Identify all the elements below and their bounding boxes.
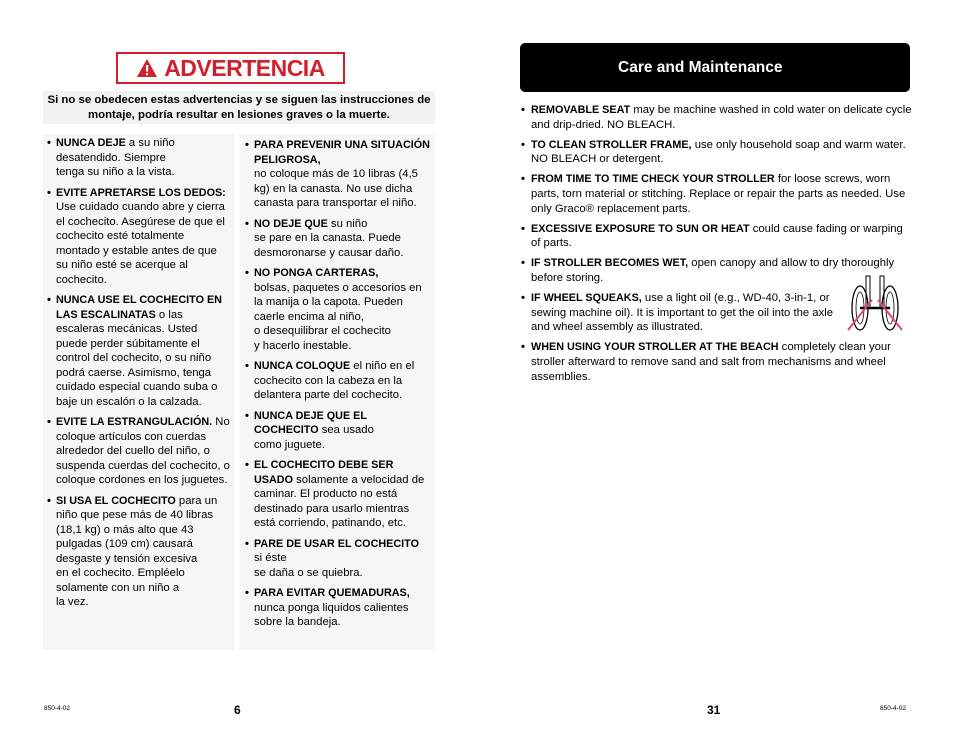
item-heading: EVITE APRETARSE LOS DEDOS: xyxy=(56,186,226,199)
bullet: • xyxy=(245,409,249,422)
list-item xyxy=(521,222,913,251)
warning-banner xyxy=(116,52,345,84)
bullet: • xyxy=(245,537,249,550)
bullet: • xyxy=(521,222,525,235)
care-list xyxy=(521,103,913,390)
list-item xyxy=(521,103,913,132)
care-title: Care and Maintenance xyxy=(618,58,783,76)
item-text: si éste se daña o se quiebra. xyxy=(254,552,363,579)
list-item xyxy=(47,494,230,610)
item-heading: NUNCA DEJE xyxy=(56,137,126,149)
bullet: • xyxy=(47,494,51,507)
list-item xyxy=(245,266,430,353)
item-text: el niño en el cochecito con la cabeza en la delantera parte del cochecito. xyxy=(254,360,415,401)
item-text: o las escaleras mecánicas. Usted puede perder súbitamente el control del cochecito, o su niño podrá caerse. Asimismo, tenga cuidado especial cuando suba o baje un escalón o la calzada. xyxy=(56,308,218,408)
item-text: no coloque más de 10 libras (4,5 kg) en la canasta. No use dicha canasta para transportar el niño. xyxy=(254,168,418,209)
warning-list-left xyxy=(43,134,235,650)
item-text: may be machine washed in cold water on delicate cycle and drip-dried. NO BLEACH. xyxy=(531,104,912,131)
bullet: • xyxy=(245,217,249,230)
footer-code-left: 850-4-02 xyxy=(44,705,71,712)
item-heading: REMOVABLE SEAT xyxy=(531,104,631,116)
list-item xyxy=(245,409,430,453)
item-text: open canopy and allow to dry thoroughly before storing. xyxy=(531,257,895,284)
list-item xyxy=(245,458,430,531)
list-item xyxy=(47,186,230,288)
bullet: • xyxy=(47,416,51,428)
warning-list-right xyxy=(239,134,435,650)
warning-triangle-icon xyxy=(136,58,158,78)
item-heading: FROM TIME TO TIME CHECK YOUR STROLLER xyxy=(531,173,775,186)
item-heading: NUNCA USE EL COCHECITO EN LAS ESCALINATAS xyxy=(56,294,222,321)
bullet: • xyxy=(521,257,525,270)
item-text: Use cuidado cuando abre y cierra el cochecito. Asegúrese de que el cochecito esté totalmente montado y estable antes de que su niño esté se acerque al cochecito. xyxy=(56,201,225,286)
item-text: use a light oil (e.g., WD-40, 3-in-1, or sewing machine oil). It is important to get the oil into the axle and wheel assembly as illustrated. xyxy=(531,292,834,334)
list-item xyxy=(245,138,430,211)
list-item xyxy=(245,217,430,261)
item-text: bolsas, paquetes o accesorios en la manija o la capota. Pueden caerle encima al niño, o desequilibrar el cochecito y hacerlo inestable. xyxy=(254,281,422,352)
bullet: • xyxy=(521,173,525,186)
bullet: • xyxy=(245,139,249,151)
page-number-right: 31 xyxy=(707,703,721,717)
page-number-left: 6 xyxy=(234,703,241,717)
list-item xyxy=(47,293,230,409)
item-text: para un niño que pese más de 40 libras (18,1 kg) o más alto que 43 pulgadas (109 cm) causará desgaste y tensión excesiva en el cochecito. Empléelo solamente con un niño a la vez. xyxy=(56,494,218,608)
item-text: a su niño desatendido. Siempre tenga su niño a la vista. xyxy=(56,137,175,178)
item-heading: EXCESSIVE EXPOSURE TO SUN OR HEAT xyxy=(531,222,750,235)
bullet: • xyxy=(521,104,525,116)
item-heading: TO CLEAN STROLLER FRAME, xyxy=(531,138,692,151)
item-heading: IF STROLLER BECOMES WET, xyxy=(531,257,689,270)
list-item xyxy=(521,340,913,384)
warning-title: ADVERTENCIA xyxy=(164,54,325,81)
item-heading: NO DEJE QUE xyxy=(254,217,328,230)
item-text: su niño se pare en la canasta. Puede desmoronarse y causar daño. xyxy=(254,217,404,259)
bullet: • xyxy=(521,138,525,151)
item-heading: NUNCA DEJE QUE EL COCHECITO xyxy=(254,409,367,436)
item-heading: PARA EVITAR QUEMADURAS, xyxy=(254,587,410,599)
list-item xyxy=(47,136,230,180)
wheel-oil-illustration xyxy=(846,274,904,334)
item-heading: IF WHEEL SQUEAKS, xyxy=(531,292,642,305)
list-item xyxy=(521,138,913,167)
item-heading: NO PONGA CARTERAS, xyxy=(254,267,379,279)
item-heading: NUNCA COLOQUE xyxy=(254,360,351,372)
bullet: • xyxy=(47,294,51,306)
bullet: • xyxy=(245,360,249,372)
item-heading: WHEN USING YOUR STROLLER AT THE BEACH xyxy=(531,341,779,354)
list-item xyxy=(521,172,913,216)
footer-code-right: 850-4-02 xyxy=(880,705,907,712)
item-heading: EVITE LA ESTRANGULACIÓN. xyxy=(56,416,213,428)
item-heading: SI USA EL COCHECITO xyxy=(56,494,176,507)
list-item xyxy=(47,415,230,488)
item-text: use only household soap and warm water. NO BLEACH or detergent. xyxy=(531,138,906,166)
bullet: • xyxy=(521,341,525,354)
item-heading: PARA PREVENIR UNA SITUACIÓN PELIGROSA, xyxy=(254,139,430,166)
care-header xyxy=(520,43,910,92)
item-text: for loose screws, worn parts, torn material or stitching. Replace or repair the parts as needed. Use only Graco® replacement parts. xyxy=(531,173,906,215)
bullet: • xyxy=(245,459,249,471)
item-heading: PARE DE USAR EL COCHECITO xyxy=(254,537,419,550)
item-text: No coloque artículos con cuerdas alrededor del cuello del niño, o suspenda cuerdas del cochecito, o coloque cordones en los juguetes. xyxy=(56,416,230,486)
list-item xyxy=(245,359,430,403)
item-text: could cause fading or warping of parts. xyxy=(531,222,903,250)
list-item xyxy=(245,586,430,630)
bullet: • xyxy=(47,137,51,149)
bullet: • xyxy=(521,292,525,305)
item-text: sea usado como juguete. xyxy=(254,424,374,451)
item-heading: EL COCHECITO DEBE SER USADO xyxy=(254,459,394,486)
item-text: solamente a velocidad de caminar. El producto no está destinado para usarlo mientras está corriendo, patinando, etc. xyxy=(254,473,425,529)
bullet: • xyxy=(245,587,249,599)
bullet: • xyxy=(245,267,249,279)
item-text: completely clean your stroller afterward to remove sand and salt from mechanisms and wheel assemblies. xyxy=(531,341,891,383)
bullet: • xyxy=(47,186,51,199)
list-item xyxy=(245,537,430,581)
warning-intro: Si no se obedecen estas advertencias y se siguen las instrucciones de montaje, podría resultar en lesiones graves o la muerte. xyxy=(43,91,435,124)
item-text: nunca ponga liquidos calientes sobre la bandeja. xyxy=(254,601,409,628)
